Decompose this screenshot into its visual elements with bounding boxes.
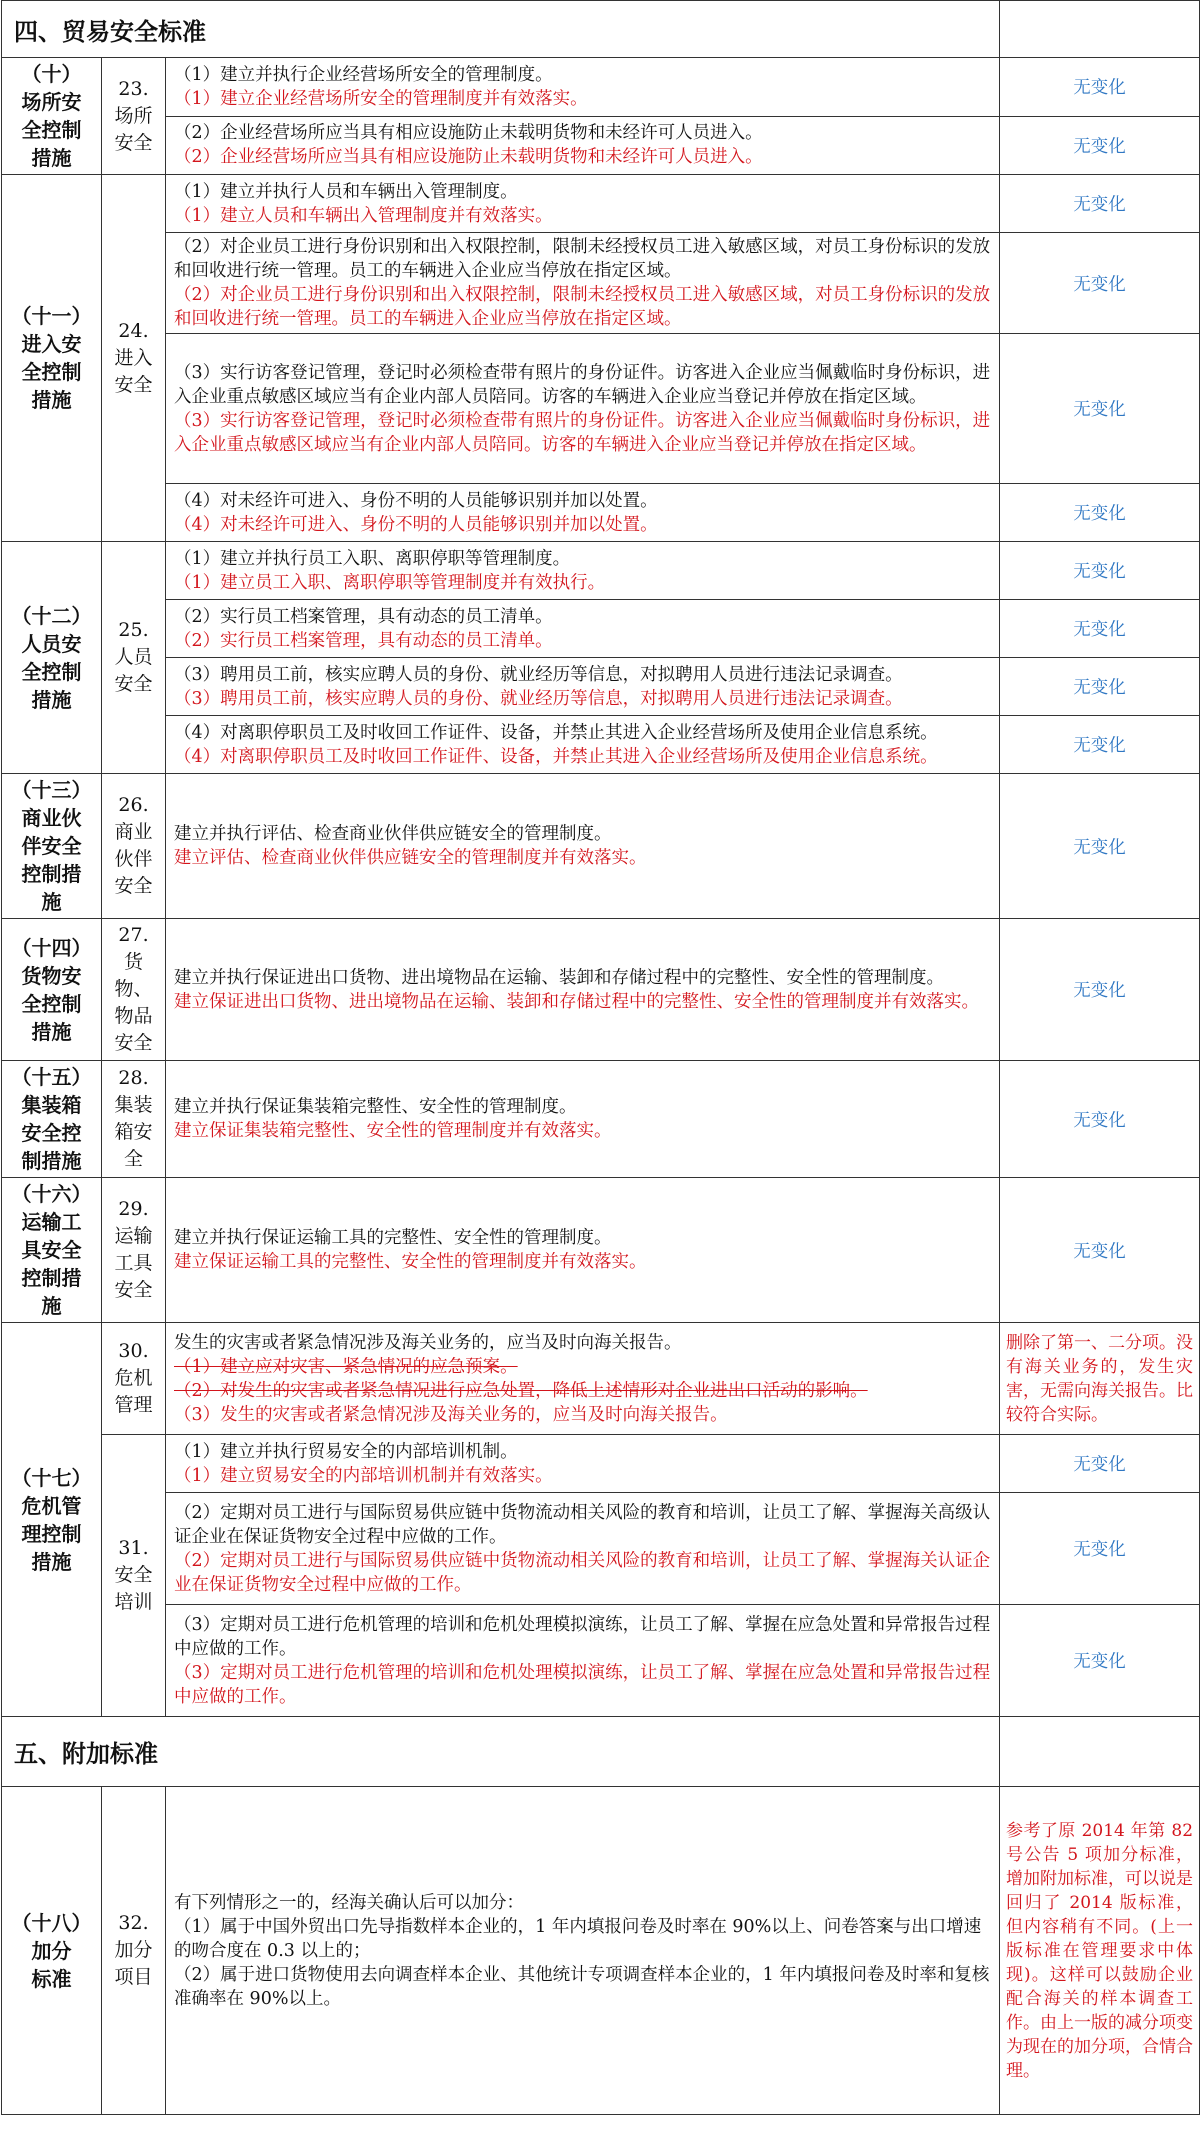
content-31-2: （2）定期对员工进行与国际贸易供应链中货物流动相关风险的教育和培训，让员工了解、掌握海关高级认证企业在保证货物安全过程中应做的工作。 （2）定期对员工进行与国际贸易供应链中货物流动相关风险的教育和培训，让员工了解、掌握海关认证企业在保证货物安全过程中应做的工作。 — [166, 1493, 1000, 1605]
remark-item-30: 删除了第一、二分项。没有海关业务的，发生灾害，无需向海关报告。比较符合实际。 — [1000, 1323, 1200, 1435]
item-29: 29. 运输 工具 安全 — [102, 1178, 166, 1323]
content-31-3: （3）定期对员工进行危机管理的培训和危机处理模拟演练，让员工了解、掌握在应急处置和异常报告过程中应做的工作。 （3）定期对员工进行危机管理的培训和危机处理模拟演练，让员工了解、掌握在应急处置和异常报告过程中应做的工作。 — [166, 1605, 1000, 1717]
item-24: 24. 进入 安全 — [102, 175, 166, 542]
category-18: （十八） 加分 标准 — [2, 1787, 102, 2115]
content-27: 建立并执行保证进出口货物、进出境物品在运输、装卸和存储过程中的完整性、安全性的管理制度。 建立保证进出口货物、进出境物品在运输、装卸和存储过程中的完整性、安全性的管理制度并有效落实。 — [166, 919, 1000, 1061]
content-23-1: （1）建立并执行企业经营场所安全的管理制度。 （1）建立企业经营场所安全的管理制度并有效落实。 — [166, 58, 1000, 117]
content-30: 发生的灾害或者紧急情况涉及海关业务的，应当及时向海关报告。 （1）建立应对灾害、紧急情况的应急预案。 （2）对发生的灾害或者紧急情况进行应急处置，降低上述情形对企业进出口活动的影响。 （3）发生的灾害或者紧急情况涉及海关业务的，应当及时向海关报告。 — [166, 1323, 1000, 1435]
content-24-2: （2）对企业员工进行身份识别和出入权限控制，限制未经授权员工进入敏感区域，对员工身份标识的发放和回收进行统一管理。员工的车辆进入企业应当停放在指定区域。 （2）对企业员工进行身份识别和出入权限控制，限制未经授权员工进入敏感区域，对员工身份标识的发放和回收进行统一管理。员工的车辆进入企业应当停放在指定区域。 — [166, 233, 1000, 334]
remark-no-change: 无变化 — [1000, 600, 1200, 658]
category-15: （十五） 集装箱 安全控 制措施 — [2, 1061, 102, 1178]
category-14: （十四） 货物安 全控制 措施 — [2, 919, 102, 1061]
remark-no-change: 无变化 — [1000, 175, 1200, 233]
content-29: 建立并执行保证运输工具的完整性、安全性的管理制度。 建立保证运输工具的完整性、安全性的管理制度并有效落实。 — [166, 1178, 1000, 1323]
remark-no-change: 无变化 — [1000, 716, 1200, 774]
item-28: 28. 集装 箱安 全 — [102, 1061, 166, 1178]
remark-no-change: 无变化 — [1000, 658, 1200, 716]
content-23-2: （2）企业经营场所应当具有相应设施防止未载明货物和未经许可人员进入。 （2）企业经营场所应当具有相应设施防止未载明货物和未经许可人员进入。 — [166, 116, 1000, 175]
remark-no-change: 无变化 — [1000, 1061, 1200, 1178]
section-header-remark-empty — [1000, 1, 1200, 58]
category-12: （十二） 人员安 全控制 措施 — [2, 542, 102, 774]
remark-no-change: 无变化 — [1000, 484, 1200, 542]
section-header-remark-empty — [1000, 1717, 1200, 1787]
item-26: 26. 商业 伙伴 安全 — [102, 774, 166, 919]
remark-no-change: 无变化 — [1000, 919, 1200, 1061]
category-16: （十六） 运输工 具安全 控制措 施 — [2, 1178, 102, 1323]
content-25-4: （4）对离职停职员工及时收回工作证件、设备，并禁止其进入企业经营场所及使用企业信息系统。 （4）对离职停职员工及时收回工作证件、设备，并禁止其进入企业经营场所及使用企业信息系统。 — [166, 716, 1000, 774]
standards-table — [1, 0, 1200, 2115]
category-10: （十） 场所安 全控制 措施 — [2, 58, 102, 175]
remark-no-change: 无变化 — [1000, 1493, 1200, 1605]
remark-no-change: 无变化 — [1000, 334, 1200, 484]
remark-no-change: 无变化 — [1000, 1435, 1200, 1493]
content-24-1: （1）建立并执行人员和车辆出入管理制度。 （1）建立人员和车辆出入管理制度并有效落实。 — [166, 175, 1000, 233]
section-header-additional: 五、附加标准 — [2, 1717, 1000, 1787]
remark-no-change: 无变化 — [1000, 774, 1200, 919]
content-24-3: （3）实行访客登记管理，登记时必须检查带有照片的身份证件。访客进入企业应当佩戴临时身份标识，进入企业重点敏感区域应当有企业内部人员陪同。访客的车辆进入企业应当登记并停放在指定区域。 （3）实行访客登记管理，登记时必须检查带有照片的身份证件。访客进入企业应当佩戴临时身份标识，进入企业重点敏感区域应当有企业内部人员陪同。访客的车辆进入企业应当登记并停放在指定区域。 — [166, 334, 1000, 484]
remark-no-change: 无变化 — [1000, 542, 1200, 600]
content-25-1: （1）建立并执行员工入职、离职停职等管理制度。 （1）建立员工入职、离职停职等管理制度并有效执行。 — [166, 542, 1000, 600]
category-11: （十一） 进入安 全控制 措施 — [2, 175, 102, 542]
item-23: 23. 场所 安全 — [102, 58, 166, 175]
content-32: 有下列情形之一的，经海关确认后可以加分： （1）属于中国外贸出口先导指数样本企业的，1 年内填报问卷及时率在 90%以上、问卷答案与出口增速的吻合度在 0.3 以上的； （2）属于进口货物使用去向调查样本企业、其他统计专项调查样本企业的，1 年内填报问卷及时率和复核准确率在 90%以上。 — [166, 1787, 1000, 2115]
category-17: （十七） 危机管 理控制 措施 — [2, 1323, 102, 1717]
content-28: 建立并执行保证集装箱完整性、安全性的管理制度。 建立保证集装箱完整性、安全性的管理制度并有效落实。 — [166, 1061, 1000, 1178]
content-31-1: （1）建立并执行贸易安全的内部培训机制。 （1）建立贸易安全的内部培训机制并有效落实。 — [166, 1435, 1000, 1493]
remark-no-change: 无变化 — [1000, 1178, 1200, 1323]
item-25: 25. 人员 安全 — [102, 542, 166, 774]
item-31: 31. 安全 培训 — [102, 1435, 166, 1717]
remark-no-change: 无变化 — [1000, 1605, 1200, 1717]
remark-no-change: 无变化 — [1000, 233, 1200, 334]
remark-no-change: 无变化 — [1000, 116, 1200, 175]
section-header-trade-security: 四、贸易安全标准 — [2, 1, 1000, 58]
item-27: 27. 货 物、 物品 安全 — [102, 919, 166, 1061]
content-24-4: （4）对未经许可进入、身份不明的人员能够识别并加以处置。 （4）对未经许可进入、身份不明的人员能够识别并加以处置。 — [166, 484, 1000, 542]
content-25-3: （3）聘用员工前，核实应聘人员的身份、就业经历等信息，对拟聘用人员进行违法记录调查。 （3）聘用员工前，核实应聘人员的身份、就业经历等信息，对拟聘用人员进行违法记录调查。 — [166, 658, 1000, 716]
content-26: 建立并执行评估、检查商业伙伴供应链安全的管理制度。 建立评估、检查商业伙伴供应链安全的管理制度并有效落实。 — [166, 774, 1000, 919]
item-30: 30. 危机 管理 — [102, 1323, 166, 1435]
remark-item-32: 参考了原 2014 年第 82 号公告 5 项加分标准，增加附加标准，可以说是回归了 2014 版标准，但内容稍有不同。(上一版标准在管理要求中体现)。这样可以鼓励企业配合海关的样本调查工作。由上一版的减分项变为现在的加分项，合情合理。 — [1000, 1787, 1200, 2115]
content-25-2: （2）实行员工档案管理，具有动态的员工清单。 （2）实行员工档案管理，具有动态的员工清单。 — [166, 600, 1000, 658]
category-13: （十三） 商业伙 伴安全 控制措 施 — [2, 774, 102, 919]
remark-no-change: 无变化 — [1000, 58, 1200, 117]
item-32: 32. 加分 项目 — [102, 1787, 166, 2115]
